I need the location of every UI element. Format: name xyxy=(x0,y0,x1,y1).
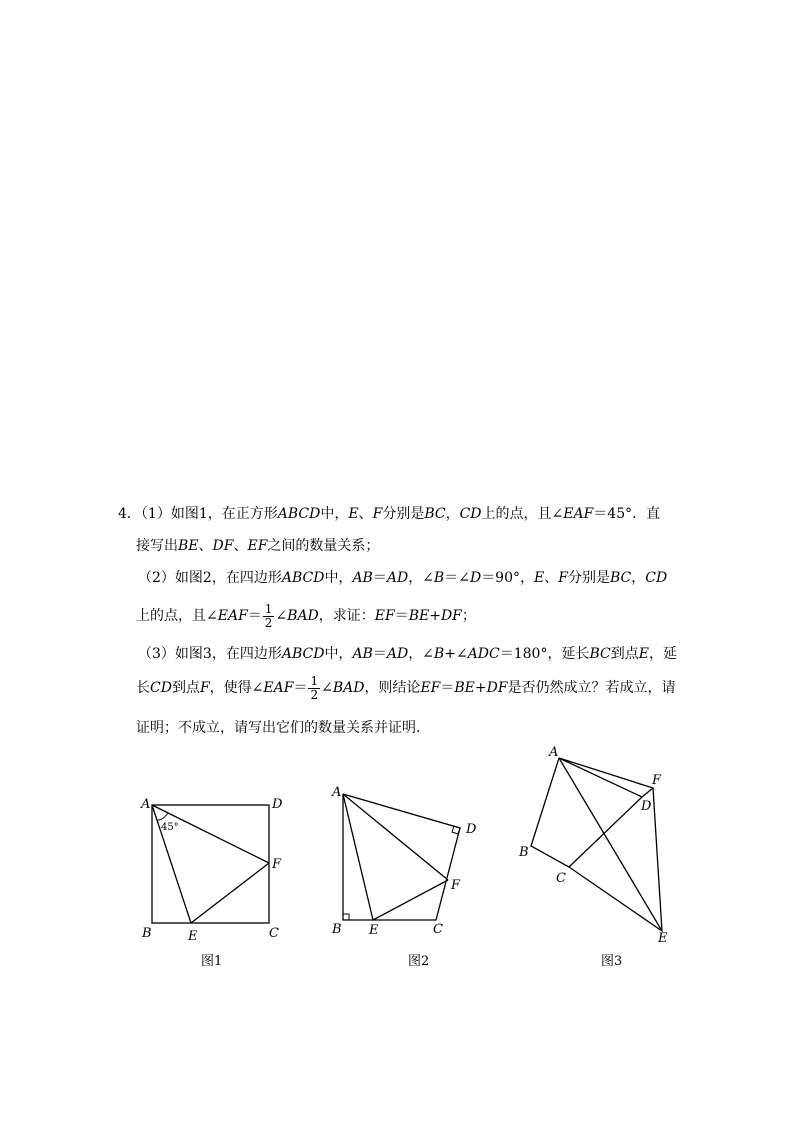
label-b: B xyxy=(332,922,342,937)
text: AD xyxy=(386,646,409,662)
problem-line-4 xyxy=(136,602,476,630)
text: 是否仍然成立？若成立，请 xyxy=(507,680,676,696)
label-d: D xyxy=(641,799,652,814)
fraction-numerator: 1 xyxy=(310,673,319,688)
text: EF xyxy=(247,538,268,554)
angle-45-label: 45° xyxy=(161,822,179,833)
problem-line-6 xyxy=(136,674,676,702)
text: CD xyxy=(645,570,668,586)
text: 、 xyxy=(233,538,248,554)
text: BE xyxy=(178,538,199,554)
label-c: C xyxy=(556,871,566,886)
text: BE+DF xyxy=(454,680,508,696)
figure-3 xyxy=(512,740,682,974)
text: 分别是 xyxy=(382,506,425,522)
text: 、 xyxy=(358,506,373,522)
segment-df xyxy=(642,788,653,797)
text: AB xyxy=(352,646,373,662)
text: ，则结论 xyxy=(364,680,421,696)
text: F xyxy=(558,570,568,586)
text: EAF xyxy=(217,608,248,624)
text: （2）如图2，在四边形 xyxy=(138,570,282,586)
text: EAF xyxy=(563,506,594,522)
text: 接写出 xyxy=(136,538,178,554)
text: ∠ xyxy=(321,680,333,696)
text: AD xyxy=(386,570,409,586)
text: BC xyxy=(589,646,611,662)
figure-1 xyxy=(138,792,298,974)
text: BC xyxy=(609,570,632,586)
caption-figure-1: 图1 xyxy=(201,954,223,969)
text: ； xyxy=(461,608,476,624)
text: ，使得∠ xyxy=(209,680,264,696)
quadrilateral-abcd xyxy=(343,794,460,920)
text: ＝ xyxy=(293,680,308,696)
label-f: F xyxy=(272,857,282,872)
label-b: B xyxy=(142,926,152,941)
figure-2 xyxy=(326,780,486,974)
text: 中， xyxy=(324,570,353,586)
text: ＝∠ xyxy=(444,570,470,586)
text: ＝45°．直 xyxy=(593,506,661,522)
text: E xyxy=(534,570,545,586)
text: ，延 xyxy=(648,646,677,662)
problem-line-7 xyxy=(136,718,430,738)
text: EF xyxy=(374,608,395,624)
text: （3）如图3，在四边形 xyxy=(138,646,282,662)
text: +∠ xyxy=(444,646,468,662)
label-e: E xyxy=(369,923,379,938)
label-f: F xyxy=(652,773,662,788)
caption-figure-3: 图3 xyxy=(601,954,623,969)
label-b: B xyxy=(519,845,529,860)
text: 到点 xyxy=(171,680,200,696)
problem-number: 4． xyxy=(118,506,141,522)
text: BE+DF xyxy=(408,608,462,624)
text: ＝ xyxy=(372,570,387,586)
label-a: A xyxy=(332,785,342,800)
problem-line-5 xyxy=(138,644,677,664)
text: 、 xyxy=(544,570,559,586)
label-d: D xyxy=(272,797,283,812)
text: 上的点，且∠ xyxy=(136,608,218,624)
segment-af xyxy=(343,794,448,880)
segment-ae xyxy=(343,794,373,920)
text: ， xyxy=(445,506,460,522)
fraction-numerator: 1 xyxy=(264,601,273,616)
text: BC xyxy=(424,506,446,522)
label-d: D xyxy=(466,822,477,837)
text: B xyxy=(433,570,445,586)
text: EAF xyxy=(263,680,294,696)
segment-ef xyxy=(373,880,448,920)
label-c: C xyxy=(269,926,279,941)
text: 中， xyxy=(324,646,353,662)
text: BAD xyxy=(332,680,365,696)
text: 证明；不成立，请写出它们的数量关系并证明． xyxy=(136,720,430,736)
outline-abefa xyxy=(531,758,662,931)
text: E xyxy=(638,646,649,662)
text: ， xyxy=(631,570,646,586)
problem-line-3 xyxy=(138,568,667,588)
text: D xyxy=(469,570,482,586)
text: DF xyxy=(212,538,234,554)
text: ＝ xyxy=(394,608,409,624)
text: ADC xyxy=(467,646,500,662)
text: 之间的数量关系； xyxy=(267,538,380,554)
text: EF xyxy=(420,680,441,696)
fraction-denominator: 2 xyxy=(264,615,273,630)
label-f: F xyxy=(451,878,461,893)
text: F xyxy=(199,680,210,696)
label-c: C xyxy=(433,922,443,937)
text: E xyxy=(348,506,359,522)
fraction-one-half xyxy=(308,675,320,702)
text: 上的点，且∠ xyxy=(481,506,564,522)
text: ＝ xyxy=(247,608,262,624)
text: B xyxy=(433,646,445,662)
text: CD xyxy=(459,506,482,522)
text: ＝ xyxy=(372,646,387,662)
text: F xyxy=(372,506,383,522)
label-a: A xyxy=(141,797,151,812)
segment-ef xyxy=(191,863,269,923)
caption-figure-2: 图2 xyxy=(408,954,430,969)
problem-line-1 xyxy=(118,504,660,524)
label-e: E xyxy=(188,929,198,944)
segment-ae xyxy=(559,758,662,931)
segment-ad xyxy=(559,758,642,797)
text: ABCD xyxy=(281,570,325,586)
problem-line-2 xyxy=(136,536,379,556)
text: 、 xyxy=(198,538,213,554)
text: ＝90°， xyxy=(481,570,535,586)
segment-af xyxy=(152,805,269,863)
text: （1）如图1，在正方形 xyxy=(140,506,278,522)
text: 到点 xyxy=(610,646,639,662)
text: ∠ xyxy=(275,608,288,624)
text: 分别是 xyxy=(567,570,610,586)
text: ，求证： xyxy=(318,608,375,624)
fraction-denominator: 2 xyxy=(310,687,319,702)
text: ＝ xyxy=(440,680,455,696)
segment-cd xyxy=(569,797,642,867)
text: ABCD xyxy=(281,646,325,662)
right-angle-b xyxy=(343,914,349,920)
text: ABCD xyxy=(277,506,321,522)
text: AB xyxy=(352,570,373,586)
text: CD xyxy=(150,680,172,696)
text: ，∠ xyxy=(408,646,434,662)
text: ，∠ xyxy=(408,570,434,586)
text: 长 xyxy=(136,680,150,696)
text: BAD xyxy=(287,608,319,624)
label-a: A xyxy=(549,745,559,760)
label-e: E xyxy=(658,931,668,946)
text: ＝180°，延长 xyxy=(499,646,590,662)
angle-arc xyxy=(157,813,168,820)
text: 中， xyxy=(320,506,349,522)
fraction-one-half xyxy=(263,603,275,630)
